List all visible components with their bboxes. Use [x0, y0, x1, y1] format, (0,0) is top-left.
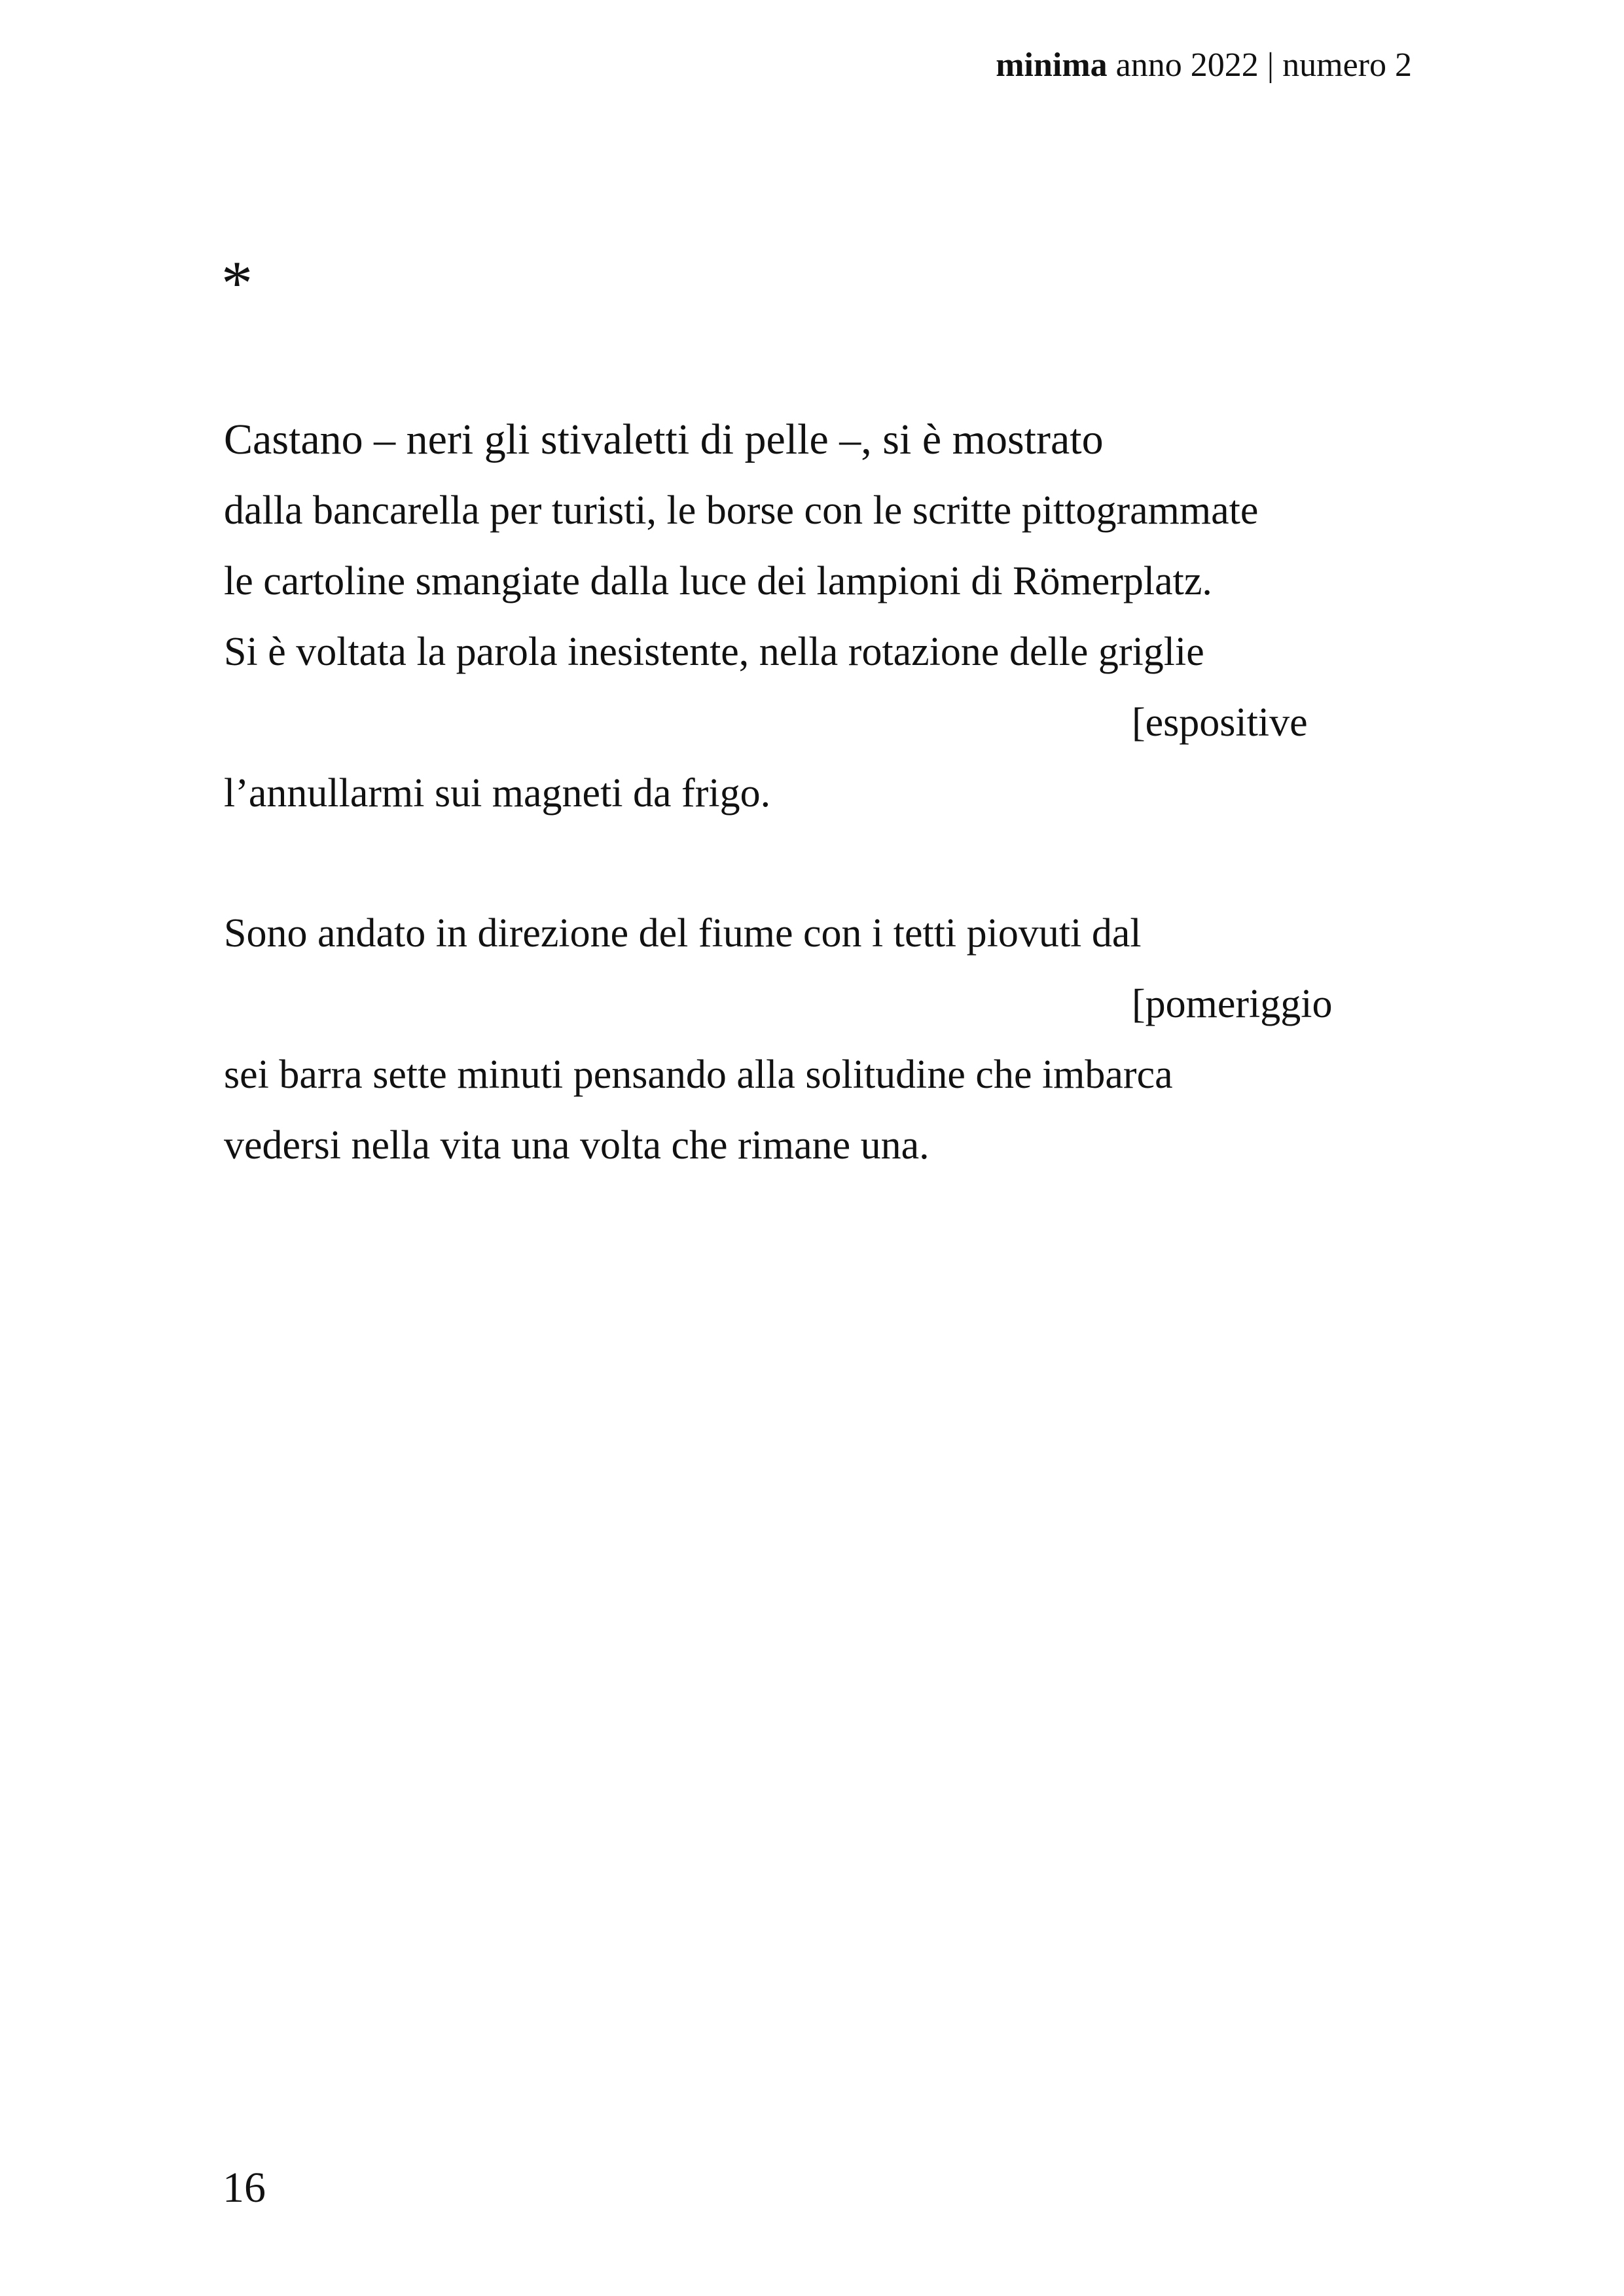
poem-body — [224, 404, 1422, 1250]
issue-info: anno 2022 | numero 2 — [1115, 46, 1412, 84]
poem-line-overflow: [espositive — [1132, 700, 1308, 745]
page-number: 16 — [223, 2164, 266, 2212]
poem-line: dalla bancarella per turisti, le borse con le scritte pittogrammate — [224, 488, 1259, 533]
poem-line: Castano – neri gli stivaletti di pelle –, si è mostrato — [224, 416, 1104, 463]
poem-line: l’annullarmi sui magneti da frigo. — [224, 771, 771, 816]
stanza-2 — [224, 898, 1422, 1181]
stanza-1 — [224, 404, 1422, 829]
poem-line: Sono andato in direzione del fiume con i tetti piovuti dal — [224, 911, 1142, 956]
poem-line: vedersi nella vita una volta che rimane una. — [224, 1123, 929, 1168]
running-header — [996, 41, 1412, 90]
poem-line: le cartoline smangiate dalla luce dei lampioni di Römerplatz. — [224, 559, 1212, 603]
section-asterisk: * — [221, 248, 253, 318]
journal-title: minima — [996, 46, 1108, 84]
poem-line: sei barra sette minuti pensando alla solitudine che imbarca — [224, 1052, 1173, 1097]
poem-line-overflow: [pomeriggio — [1132, 982, 1333, 1026]
poem-line: Si è voltata la parola inesistente, nella rotazione delle griglie — [224, 630, 1204, 674]
